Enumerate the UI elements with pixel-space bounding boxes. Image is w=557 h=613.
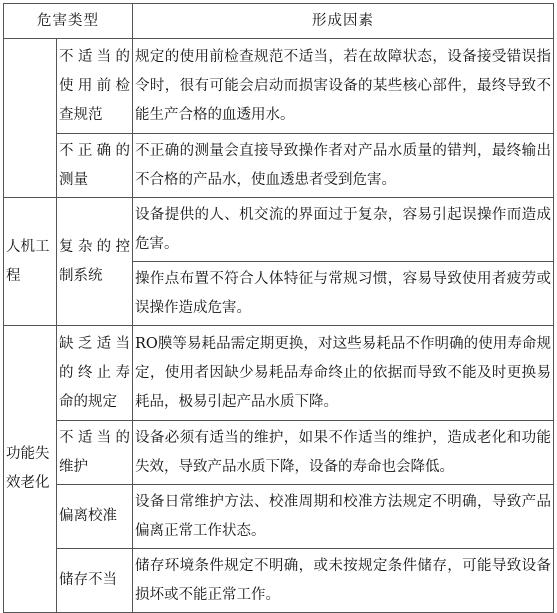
category-cell-empty — [4, 39, 57, 198]
subtype-cell: 缺乏适当的终止寿命的规定 — [57, 326, 133, 421]
header-hazard-type: 危害类型 — [4, 4, 133, 39]
cause-cell: 设备提供的人、机交流的界面过于复杂，容易引起误操作而造成危害。 — [133, 198, 554, 262]
table-row — [4, 485, 554, 549]
table-row — [4, 549, 554, 613]
table-row — [4, 326, 554, 421]
cause-cell: 不正确的测量会直接导致操作者对产品水质量的错判，最终输出不合格的产品水，使血透患者受到危害。 — [133, 134, 554, 198]
category-cell: 人机工程 — [4, 198, 57, 326]
cause-cell: 设备日常维护方法、校准周期和校准方法规定不明确，导致产品偏离正常工作状态。 — [133, 485, 554, 549]
subtype-cell: 储存不当 — [57, 549, 133, 613]
cause-cell: 设备必须有适当的维护，如果不作适当的维护，造成老化和功能失效，导致产品水质下降，设备的寿命也会降低。 — [133, 421, 554, 485]
table-row — [4, 421, 554, 485]
header-cause: 形成因素 — [133, 4, 554, 39]
cause-cell: 操作点布置不符合人体特征与常规习惯，容易导致使用者疲劳或误操作造成危害。 — [133, 262, 554, 326]
hazard-table — [3, 3, 554, 613]
subtype-cell: 不适当的使用前检查规范 — [57, 39, 133, 134]
table-row — [4, 39, 554, 134]
subtype-cell: 不适当的维护 — [57, 421, 133, 485]
header-row — [4, 4, 554, 39]
cause-cell: 规定的使用前检查规范不适当，若在故障状态，设备接受错误指令时，很有可能会启动而损害设备的某些核心部件，最终导致不能生产合格的血透用水。 — [133, 39, 554, 134]
cause-cell: 储存环境条件规定不明确，或未按规定条件储存，可能导致设备损坏或不能正常工作。 — [133, 549, 554, 613]
cause-cell: RO膜等易耗品需定期更换，对这些易耗品不作明确的使用寿命规定，使用者因缺少易耗品寿命终止的依据而导致不能及时更换易耗品，极易引起产品水质下降。 — [133, 326, 554, 421]
category-cell: 功能失效老化 — [4, 326, 57, 613]
subtype-cell: 复杂的控制系统 — [57, 198, 133, 326]
table-row — [4, 198, 554, 262]
subtype-cell: 偏离校准 — [57, 485, 133, 549]
subtype-cell: 不正确的测量 — [57, 134, 133, 198]
table-row — [4, 134, 554, 198]
